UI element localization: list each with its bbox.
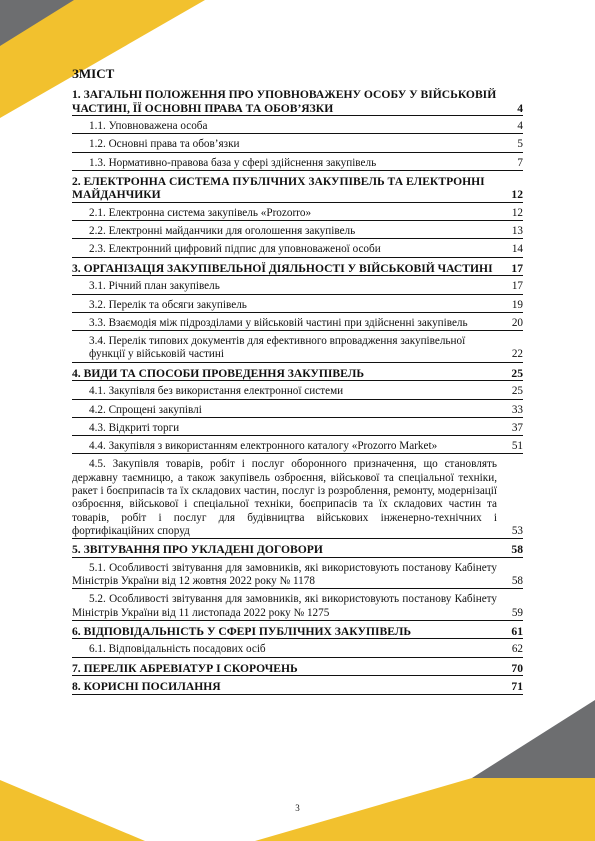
toc-subsection-title: 4.4. Закупівля з використанням електронного каталогу «Prozorro Market» — [89, 440, 438, 453]
toc-subsection-page: 13 — [511, 225, 523, 238]
toc-subsection-page: 5 — [517, 138, 523, 151]
toc-section-page: 71 — [511, 680, 523, 694]
toc-subsection-entry[interactable] — [72, 385, 523, 399]
toc-subsection-entry[interactable] — [72, 138, 523, 152]
bottom-right-gray-triangle — [472, 700, 595, 778]
toc-section-entry[interactable] — [72, 543, 523, 558]
toc-section-title: 6. ВІДПОВІДАЛЬНІСТЬ У СФЕРІ ПУБЛІЧНИХ ЗАКУПІВЕЛЬ — [72, 624, 412, 638]
toc-subsection-page: 12 — [511, 206, 523, 219]
toc-subsection-page: 25 — [511, 385, 523, 398]
toc-section-title: 5. ЗВІТУВАННЯ ПРО УКЛАДЕНІ ДОГОВОРИ — [72, 543, 323, 557]
toc-section-entry[interactable] — [72, 175, 523, 203]
toc-subsection-page: 17 — [511, 280, 523, 293]
toc-section-title: 7. ПЕРЕЛІК АБРЕВІАТУР І СКОРОЧЕНЬ — [72, 661, 298, 675]
toc-section-page: 17 — [511, 261, 523, 275]
toc-subsection-page: 22 — [511, 348, 523, 361]
toc-subsection-entry[interactable] — [72, 225, 523, 239]
toc-section-page: 25 — [511, 366, 523, 380]
toc-subsection-title: 3.4. Перелік типових документів для ефективного впровадження закупівельної функції у військовій частині — [89, 335, 466, 361]
toc-subsection-entry[interactable] — [72, 317, 523, 331]
toc-subsection-entry[interactable] — [72, 593, 523, 621]
toc-subsection-page: 7 — [517, 156, 523, 169]
toc-subsection-title: 6.1. Відповідальність посадових осіб — [89, 643, 266, 656]
toc-section-page: 70 — [511, 661, 523, 675]
toc-subsection-entry[interactable] — [72, 422, 523, 436]
toc-subsection-entry[interactable] — [72, 243, 523, 257]
toc-subsection-title: 1.1. Уповноважена особа — [89, 120, 208, 132]
toc-section-title: 4. ВИДИ ТА СПОСОБИ ПРОВЕДЕННЯ ЗАКУПІВЕЛЬ — [72, 366, 365, 380]
toc-subsection-page: 4 — [517, 120, 523, 132]
toc-subsection-title: 5.2. Особливості звітування для замовників, які використовують постанову Кабінету Міністрів України від 11 листопада 2022 року № 1275 — [72, 593, 497, 619]
toc-subsection-entry[interactable] — [72, 120, 523, 134]
toc-subsection-entry[interactable] — [72, 157, 523, 171]
toc-section-title: 8. КОРИСНІ ПОСИЛАННЯ — [72, 680, 221, 694]
toc-section-title: 1. ЗАГАЛЬНІ ПОЛОЖЕННЯ ПРО УПОВНОВАЖЕНУ ОСОБУ У ВІЙСЬКОВІЙ ЧАСТИНІ, ЇЇ ОСНОВНІ ПРАВА ТА ОБОВ’ЯЗКИ — [72, 88, 497, 115]
toc-subsection-title: 2.3. Електронний цифровий підпис для уповноваженої особи — [89, 243, 381, 256]
toc-subsection-title: 1.3. Нормативно-правова база у сфері здійснення закупівель — [89, 156, 377, 169]
toc-subsection-page: 33 — [511, 403, 523, 416]
toc-subsection-page: 37 — [511, 421, 523, 434]
toc-section-entry[interactable] — [72, 88, 523, 116]
toc-section-entry[interactable] — [72, 680, 523, 695]
table-of-contents — [72, 66, 523, 695]
toc-subsection-title: 2.2. Електронні майданчики для оголошення закупівель — [89, 225, 356, 238]
toc-subsection-title: 4.2. Спрощені закупівлі — [89, 403, 202, 416]
toc-subsection-page: 51 — [511, 440, 523, 453]
toc-subsection-title: 3.2. Перелік та обсяги закупівель — [89, 298, 247, 311]
toc-subsection-page: 19 — [511, 298, 523, 311]
toc-subsection-title: 4.1. Закупівля без використання електронної системи — [89, 385, 344, 398]
toc-subsection-page: 62 — [511, 643, 523, 656]
toc-subsection-entry[interactable] — [72, 335, 523, 363]
toc-subsection-title: 3.3. Взаємодія між підрозділами у військовій частині при здійсненні закупівель — [89, 316, 468, 329]
toc-subsection-page: 58 — [511, 575, 523, 588]
toc-subsection-entry[interactable] — [72, 280, 523, 294]
toc-subsection-entry[interactable] — [72, 404, 523, 418]
toc-section-entry[interactable] — [72, 367, 523, 382]
page-number: 3 — [295, 803, 300, 813]
toc-subsection-entry[interactable] — [72, 643, 523, 657]
toc-subsection-entry[interactable] — [72, 299, 523, 313]
toc-subsection-entry[interactable] — [72, 458, 523, 539]
toc-subsection-page: 14 — [511, 243, 523, 256]
toc-heading: ЗМІСТ — [72, 66, 115, 81]
toc-subsection-title: 1.2. Основні права та обов’язки — [89, 138, 240, 151]
toc-subsection-page: 59 — [511, 606, 523, 619]
toc-subsection-entry[interactable] — [72, 562, 523, 590]
toc-subsection-entry[interactable] — [72, 207, 523, 221]
toc-subsection-page: 20 — [511, 316, 523, 329]
toc-section-page: 4 — [517, 101, 523, 115]
toc-section-entry[interactable] — [72, 262, 523, 277]
toc-subsection-title: 2.1. Електронна система закупівель «Prozorro» — [89, 206, 312, 219]
toc-subsection-page: 53 — [511, 524, 523, 537]
toc-section-entry[interactable] — [72, 662, 523, 677]
toc-subsection-entry[interactable] — [72, 440, 523, 454]
toc-section-page: 12 — [511, 188, 523, 202]
toc-section-title: 2. ЕЛЕКТРОННА СИСТЕМА ПУБЛІЧНИХ ЗАКУПІВЕЛЬ ТА ЕЛЕКТРОННІ МАЙДАНЧИКИ — [72, 174, 485, 202]
toc-subsection-title: 5.1. Особливості звітування для замовників, які використовують постанову Кабінету Міністрів України від 12 жовтня 2022 року № 1178 — [72, 561, 497, 588]
toc-subsection-title: 4.3. Відкриті торги — [89, 421, 180, 434]
toc-section-page: 58 — [511, 543, 523, 557]
toc-subsection-title: 3.1. Річний план закупівель — [89, 280, 220, 293]
toc-section-title: 3. ОРГАНІЗАЦІЯ ЗАКУПІВЕЛЬНОЇ ДІЯЛЬНОСТІ У ВІЙСЬКОВІЙ ЧАСТИНІ — [72, 261, 493, 275]
toc-subsection-title: 4.5. Закупівля товарів, робіт і послуг оборонного призначення, що становлять державну таємницю, а також закупівель озброєння, військової та спеціальної техніки, ракет і боєприпасів та їх складових частин, послуг із розроблення, ремонту, модернізації озброєння, військової і спеціальної техніки, боєприпасів та їх складових частин та товарів, робіт і послуг для будівництва військових інженерно-технічних і фортифікаційних споруд — [72, 458, 497, 537]
toc-section-entry[interactable] — [72, 625, 523, 640]
toc-section-page: 61 — [511, 624, 523, 638]
